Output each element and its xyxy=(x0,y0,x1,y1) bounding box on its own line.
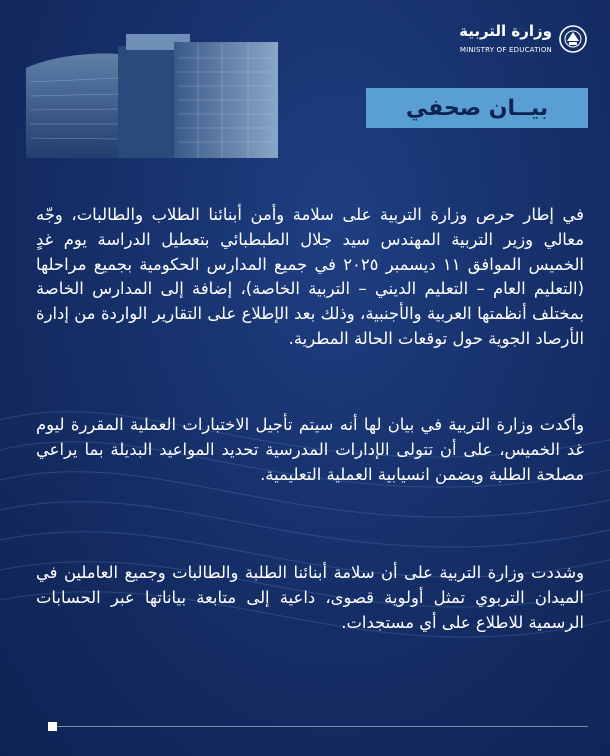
ministry-name-arabic: وزارة التربية xyxy=(459,22,552,40)
press-release-body xyxy=(36,203,584,635)
paragraph-2: وأكدت وزارة التربية في بيان لها أنه سيتم تأجيل الاختبارات العملية المقررة ليوم غد الخميس، على أن تتولى الإدارات المدرسية تحديد المواعيد البديلة بما يراعي مصلحة الطلبة ويضمن انسيابية العملية التعليمية. xyxy=(36,415,584,484)
ministry-name-english: MINISTRY OF EDUCATION xyxy=(459,46,552,54)
carousel-track xyxy=(48,726,588,727)
carousel-handle[interactable] xyxy=(48,722,57,731)
carousel-progress[interactable] xyxy=(48,722,588,732)
paragraph-3: وشددت وزارة التربية على أن سلامة أبنائنا الطلبة والطالبات وجميع العاملين في الميدان التربوي تمثل أولوية قصوى، داعية إلى متابعة بياناتها عبر الحسابات الرسمية للاطلاع على أي مستجدات. xyxy=(36,563,584,632)
press-release-title: بيــان صحفي xyxy=(366,88,588,128)
paragraph-1: في إطار حرص وزارة التربية على سلامة وأمن أبنائنا الطلاب والطالبات، وجّه معالي وزير التربية المهندس سيد جلال الطبطبائي بتعطيل الدراسة يوم غدٍ الخميس الموافق ١١ ديسمبر ٢٠٢٥ في جميع المدارس الحكومية بجميع مراحلها (التعليم العام – التعليم الديني – التربية الخاصة)، إضافة إلى المدارس الخاصة بمختلف أنظمتها العربية والأجنبية، وذلك بعد الإطلاع على التقارير الواردة من إدارة الأرصاد الجوية حول توقعات الحالة المطرية. xyxy=(36,205,584,348)
ministry-building-image xyxy=(22,28,282,158)
ministry-logo xyxy=(438,22,588,62)
ministry-emblem-icon xyxy=(558,24,588,54)
